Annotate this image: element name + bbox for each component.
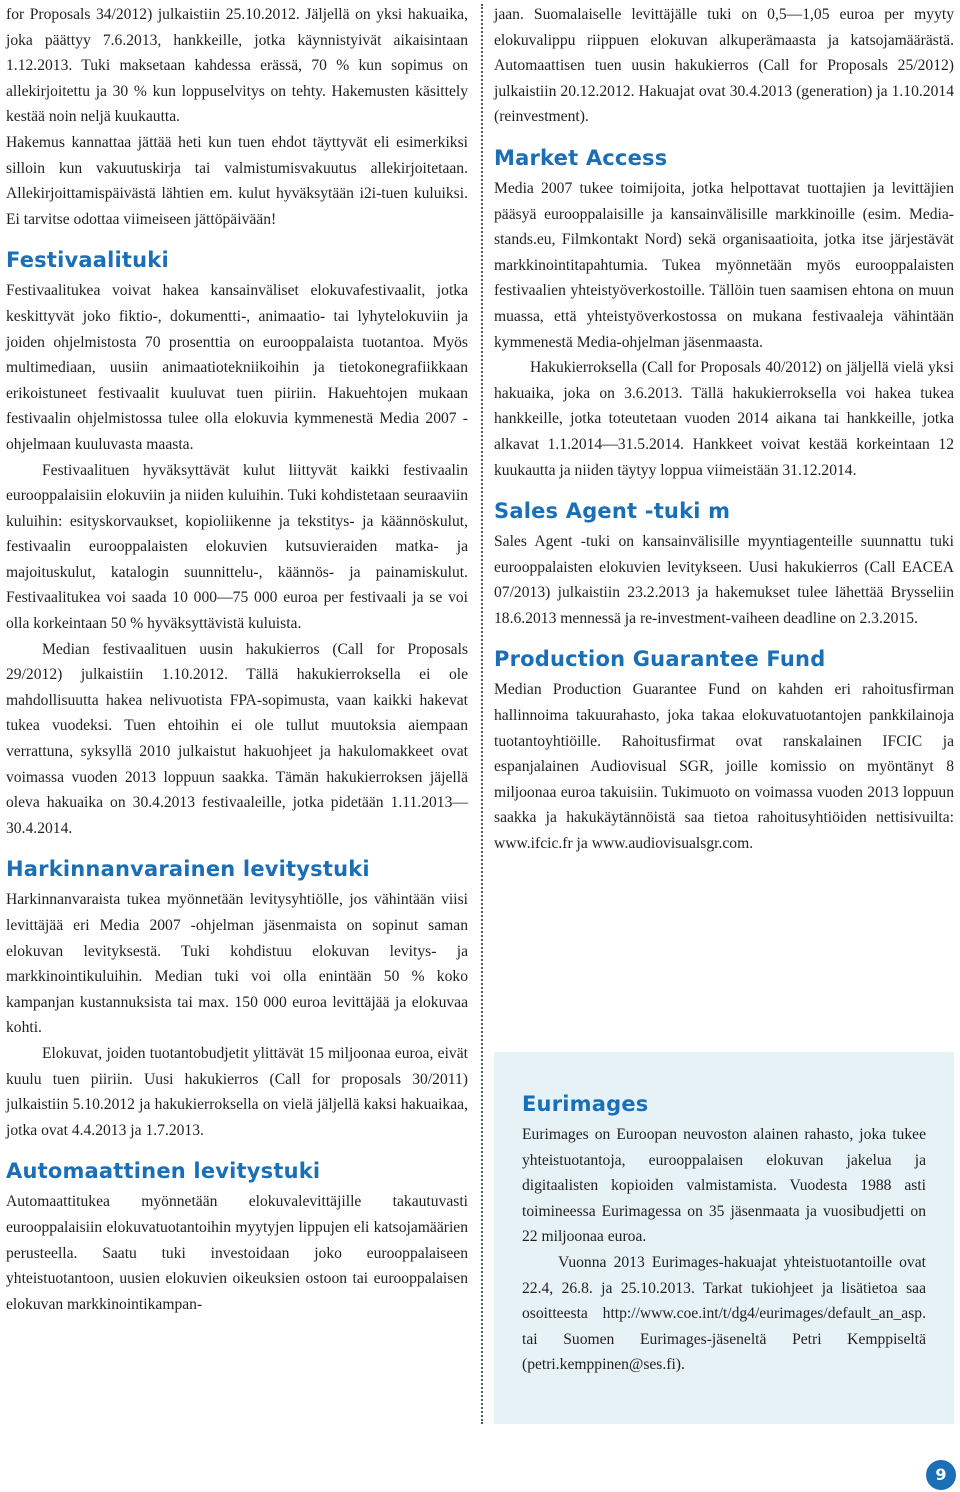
heading-production-guarantee: Production Guarantee Fund (494, 647, 826, 672)
paragraph-festival-intro: Festivaalitukea voivat hakea kansainväliset elokuvafestivaalit, jotka keskittyvät joko fiktio-, dokumentti-, animaatio- tai lyhytelokuviin ja joiden ohjelmistosta 70 prosenttia on eurooppalaista tuotantoa. Myös multimediaan, uusiin animaatiotekniikoihin ja tietokonegrafiikkaan erikoistuneet festivaalit kuuluvat tuen piiriin. Hakuehtojen mukaan festivaalin ohjelmistossa tulee olla elokuvia kymmenestä Media 2007 -ohjelmaan kuuluvasta maasta. (6, 282, 468, 453)
paragraph-market-call: Hakukierroksella (Call for Proposals 40/2012) on jäljellä vielä yksi hakuaika, joka on 3.6.2013. Tällä hakukierroksella voi hakea tukea hankkeille, jotka toteutetaan vuoden 2014 aikana tai hankkeille, jotka alkavat 1.1.2014—31.5.2014. Hankkeet voivat kestää korkeintaan 12 kuukautta ja niiden täytyy loppua viimeistään 31.12.2014. (494, 359, 954, 479)
paragraph-eurimages-dates: Vuonna 2013 Eurimages-hakuajat yhteistuotantoille ovat 22.4, 26.8. ja 25.10.2013. Tarkat tukiohjeet ja lisätietoa saa osoitteesta http://www.coe.int/t/dg4/eurimages/default_an_asp. tai Suomen Eurimages-jäseneltä Petri Kemppiseltä (petri.kemppinen@ses.fi). (522, 1253, 926, 1374)
paragraph-automatic-cont: jaan. Suomalaiselle levittäjälle tuki on 0,5—1,05 euroa per myyty elokuvalippu riippuen elokuvan alkuperämaasta ja katsojamäärästä. Automaattisen tuen uusin hakukierros (Call for Proposals 25/2012) julkaistiin 20.12.2012. Hakuajat ovat 30.4.2013 (generation) ja 1.10.2014 (reinvestment). (494, 6, 954, 126)
right-column (494, 2, 954, 857)
paragraph-festival-costs: Festivaalituen hyväksyttävät kulut liittyvät kaikki festivaalin eurooppalaisiin elokuviin ja niiden kuluihin. Tuki kohdistetaan seuraaviin kuluihin: esityskorvaukset, kopioliikenne ja tekstitys- ja käännöskulut, festivaalin eurooppalaisten elokuvien kutsuvieraiden matka- ja majoituskulut, katalogin suunnittelu-, käännös- ja painamiskulut. Festivaalitukea voi saada 10 000—75 000 euroa per festivaali ja se voi olla korkeintaan 50 % hyväksyttävistä kuluista. (6, 461, 468, 633)
paragraph-festival-call: Median festivaalituen uusin hakukierros (Call for Proposals 29/2012) julkaistiin 1.10.2012. Tällä hakukierroksella ei ole mahdollisuutta hakea nelivuotista FPA-sopimusta, vaan kaikki hakevat tukea vuodeksi. Tuen ehtoihin ei ole tullut muutoksia aiempaan verrattuna, syksyllä 2010 julkaistut hakuohjeet ja hakulomakkeet ovat voimassa vuoden 2013 loppuun saakka. Tämän hakukierroksen jäjellä oleva hakuaika on 30.4.2013 festivaaleille, jotka pidetään 1.11.2013—30.4.2014. (6, 640, 468, 837)
eurimages-box-content (522, 1090, 926, 1378)
heading-harkinnanvarainen: Harkinnanvarainen levitystuki (6, 857, 370, 882)
page-number-badge: 9 (926, 1460, 956, 1490)
paragraph-automatic-intro: Automaattitukea myönnetään elokuvalevittäjille takautuvasti eurooppalaisiin elokuvatuotantoihin myytyjen lippujen eli katsojamäärien perusteella. Saatu tuki investoidaan joko eurooppalaiseen yhteistuotantoon, uusien elokuvien oikeuksien ostoon tai eurooppalaisen elokuvan markkinointikampan- (6, 1193, 468, 1313)
heading-market-access: Market Access (494, 145, 668, 170)
eurimages-box (494, 1052, 954, 1424)
heading-sales-agent: Sales Agent -tuki m (494, 499, 731, 524)
left-column (6, 2, 468, 1317)
paragraph-eurimages-intro: Eurimages on Euroopan neuvoston alainen rahasto, joka tukee yhteistuotantoja, eurooppalaisen elokuvan jakelua ja digitaalisten kopioiden valmistamista. Vuodesta 1988 asti toimineessa Eurimagessa on 35 jäsenmaata ja vuosibudjetti on 22 miljoonaa euroa. (522, 1126, 926, 1246)
paragraph-sales-agent: Sales Agent -tuki on kansainvälisille myyntiagenteille suunnattu tuki eurooppalaisten elokuvien levitykseen. Uusi hakukierros (Call EACEA 07/2013) julkaistiin 23.2.2013 ja hakemukset tulee lähettää Brysseliin 18.6.2013 mennessä ja re-investment-vaiheen deadline on 2.3.2015. (494, 533, 954, 627)
paragraph-i2i-advice: Hakemus kannattaa jättää heti kun tuen ehdot täyttyvät eli esimerkiksi silloin kun vakuutuskirja tai valmistumisvakuutus allekirjoitetaan. Allekirjoittamispäivästä lähtien em. kulut hyväksytään i2i-tuen kuluiksi. Ei tarvitse odottaa viimeiseen jättöpäivään! (6, 133, 468, 228)
column-divider (481, 4, 483, 1424)
paragraph-i2i-timing: for Proposals 34/2012) julkaistiin 25.10.2012. Jäljellä on yksi hakuaika, joka päättyy 7.6.2013, hankkeille, jotka käynnistyivät aikaisintaan 1.12.2013. Tuki maksetaan kahdessa erässä, 70 % kun sopimus on allekirjoitettu ja 30 % kun loppuselvitys on tehty. Hakemusten käsittely kestää noin neljä kuukautta. (6, 6, 468, 126)
heading-festivaalituki: Festivaalituki (6, 248, 169, 273)
heading-automaattinen: Automaattinen levitystuki (6, 1159, 321, 1184)
paragraph-production-guarantee: Median Production Guarantee Fund on kahden eri rahoitusfirman hallinnoima takuurahasto, joka takaa elokuvatuotantojen pankkilainoja tuotantoyhtiöille. Rahoitusfirmat ovat ranskalainen IFCIC ja espanjalainen Audiovisual SGR, joille komissio on myöntänyt 8 miljoonaa euroa takuisiin. Tukimuoto on voimassa vuoden 2013 loppuun saakka ja hakukäytännöistä saa tietoa rahoitusyhtiöiden nettisivuilta: www.ifcic.fr ja www.audiovisualsgr.com. (494, 681, 954, 853)
paragraph-selective-intro: Harkinnanvaraista tukea myönnetään levitysyhtiölle, jos vähintään viisi levittäjää eri Media 2007 -ohjelman jäsenmaista on sopinut saman elokuvan levityksestä. Tuki kohdistuu elokuvan levitys- ja markkinointikuluihin. Median tuki voi olla enintään 50 % koko kampanjan kustannuksista tai max. 150 000 euroa levittäjää ja elokuvaa kohti. (6, 891, 468, 1037)
heading-eurimages: Eurimages (522, 1092, 649, 1116)
paragraph-selective-call: Elokuvat, joiden tuotantobudjetit ylittävät 15 miljoonaa euroa, eivät kuulu tuen piiriin. Uusi hakukierros (Call for proposals 30/2011) julkaistiin 5.10.2012 ja hakukierroksella on vielä jäljellä kaksi hakuaikaa, jotka ovat 4.4.2013 ja 1.7.2013. (6, 1044, 468, 1139)
paragraph-market-intro: Media 2007 tukee toimijoita, jotka helpottavat tuottajien ja levittäjien pääsyä eurooppalaisille ja kansainvälisille markkinoille (esim. Media-stands.eu, Filmkontakt Nord) sekä organisaatioita, jotka itse järjestävät markkinointitapahtumia. Tukea myönnetään myös eurooppalaisten festivaalien yhteistyöverkostoille. Tällöin tuen saamisen ehtona on muun muassa, että yhteistyöverkostossa on mukana festivaaleja vähintään kymmenestä Media-ohjelman jäsenmaasta. (494, 179, 954, 351)
